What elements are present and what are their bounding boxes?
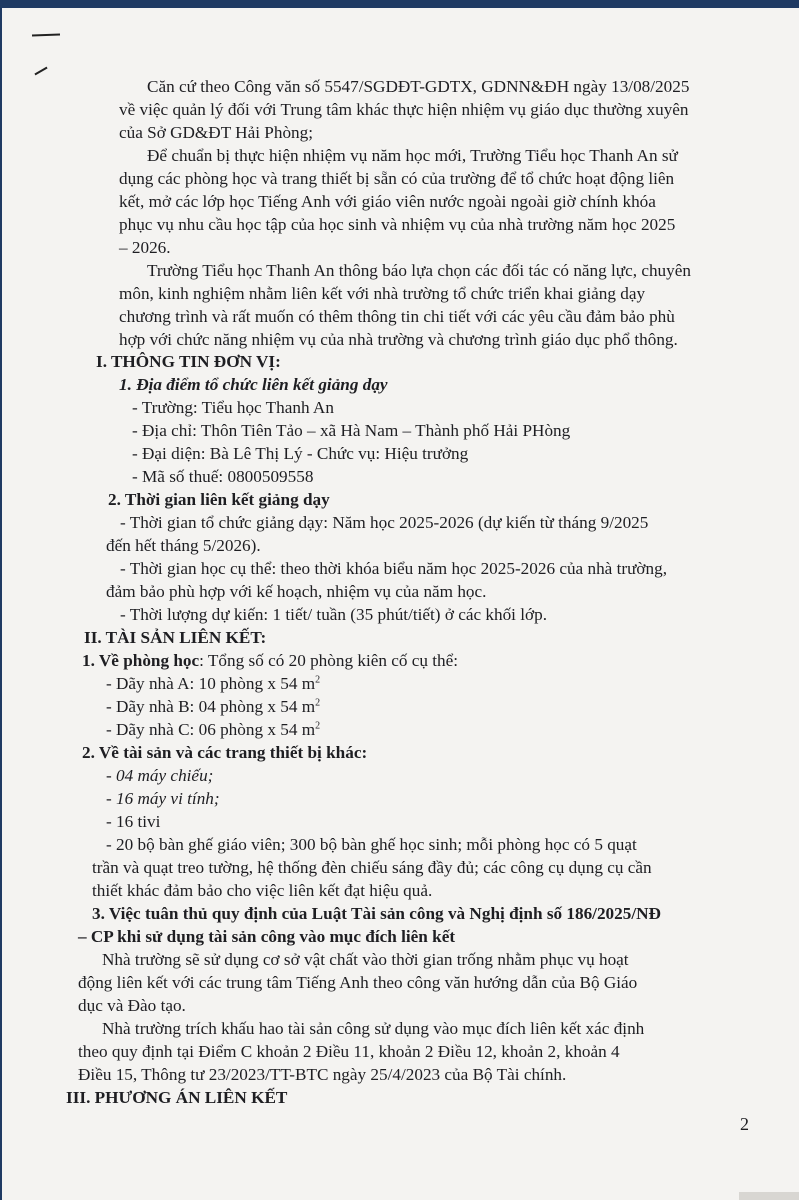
text-line: dục và Đào tạo. — [78, 996, 186, 1015]
text-line: dụng các phòng học và trang thiết bị sẵn có của trường để tổ chức hoạt động liên — [119, 169, 675, 188]
text-line: về việc quản lý đối với Trung tâm khác thực hiện nhiệm vụ giáo dục thường xuyên — [119, 100, 689, 119]
text-line: hợp với chức năng nhiệm vụ của nhà trường và chương trình giáo dục phổ thông. — [119, 330, 678, 349]
text-line: - Đại diện: Bà Lê Thị Lý - Chức vụ: Hiệu trưởng — [132, 444, 469, 463]
text-line: - Dãy nhà B: 04 phòng x 54 $m^2$ — [106, 697, 321, 716]
subsection-heading: 1. Địa điểm tổ chức liên kết giảng dạy — [119, 375, 388, 394]
subsection-heading: 2. Thời gian liên kết giảng dạy — [108, 490, 330, 509]
text-line: đến hết tháng 5/2026). — [106, 536, 261, 555]
text-line: trần và quạt treo tường, hệ thống đèn chiếu sáng đầy đủ; các công cụ dụng cụ cần — [92, 858, 652, 877]
text-line: Để chuẩn bị thực hiện nhiệm vụ năm học mới, Trường Tiểu học Thanh An sử — [147, 146, 678, 165]
text-line: động liên kết với các trung tâm Tiếng Anh theo công văn hướng dẫn của Bộ Giáo — [78, 973, 638, 992]
text-line: đảm bảo phù hợp với kế hoạch, nhiệm vụ của năm học. — [106, 582, 487, 601]
text-line — [82, 650, 458, 672]
text-line: theo quy định tại Điểm C khoản 2 Điều 11, khoản 2 Điều 12, khoản 2, khoản 4 — [78, 1042, 620, 1061]
section-heading: I. THÔNG TIN ĐƠN VỊ: — [96, 352, 281, 371]
pen-mark — [34, 67, 47, 76]
text-line: Nhà trường trích khấu hao tài sản công sử dụng vào mục đích liên kết xác định — [102, 1019, 645, 1038]
text-line: môn, kinh nghiệm nhằm liên kết với nhà trường tổ chức triển khai giảng dạy — [119, 284, 646, 303]
text-line: - Thời lượng dự kiến: 1 tiết/ tuần (35 phút/tiết) ở các khối lớp. — [120, 605, 547, 624]
text-line: - 04 máy chiếu; — [106, 766, 214, 785]
text-line: - Thời gian học cụ thể: theo thời khóa biểu năm học 2025-2026 của nhà trường, — [120, 559, 667, 578]
text-line: phục vụ nhu cầu học tập của học sinh và nhiệm vụ của nhà trường năm học 2025 — [119, 215, 676, 234]
paper-corner — [739, 1192, 799, 1200]
text-line: – 2026. — [119, 238, 171, 257]
text-line: - Dãy nhà A: 10 phòng x 54 $m^2$ — [106, 674, 321, 693]
text-line: - Trường: Tiểu học Thanh An — [132, 398, 334, 417]
text-line: Điều 15, Thông tư 23/2023/TT-BTC ngày 25/4/2023 của Bộ Tài chính. — [78, 1065, 567, 1084]
text-line: kết, mở các lớp học Tiếng Anh với giáo viên nước ngoài ngoài giờ chính khóa — [119, 192, 656, 211]
text-line: Nhà trường sẽ sử dụng cơ sở vật chất vào thời gian trống nhằm phục vụ hoạt — [102, 950, 629, 969]
subsection-heading: 3. Việc tuân thủ quy định của Luật Tài sản công và Nghị định số 186/2025/NĐ — [92, 904, 661, 923]
text-line: - Địa chỉ: Thôn Tiên Tảo – xã Hà Nam – Thành phố Hải PHòng — [132, 421, 571, 440]
subsection-heading: 2. Về tài sản và các trang thiết bị khác: — [82, 743, 368, 762]
text-line: Căn cứ theo Công văn số 5547/SGDĐT-GDTX, GDNN&ĐH ngày 13/08/2025 — [147, 77, 690, 96]
text-line: của Sở GD&ĐT Hải Phòng; — [119, 123, 314, 142]
text-run: : Tổng số có 20 phòng kiên cố cụ thể: — [199, 651, 459, 670]
text-line: chương trình và rất muốn có thêm thông tin chi tiết với các yêu cầu đảm bảo phù — [119, 307, 675, 326]
text-line: Trường Tiểu học Thanh An thông báo lựa chọn các đối tác có năng lực, chuyên — [147, 261, 691, 280]
page-number: 2 — [740, 1114, 749, 1134]
bold-lead: 1. Về phòng học — [82, 651, 200, 670]
text-line: thiết khác đảm bảo cho việc liên kết đạt hiệu quả. — [92, 881, 433, 900]
section-heading: III. PHƯƠNG ÁN LIÊN KẾT — [66, 1088, 288, 1107]
text-line: - Mã số thuế: 0800509558 — [132, 467, 314, 486]
text-line: - 20 bộ bàn ghế giáo viên; 300 bộ bàn ghế học sinh; mỗi phòng học có 5 quạt — [106, 835, 637, 854]
text-line: - 16 máy vi tính; — [106, 789, 220, 808]
subsection-heading: – CP khi sử dụng tài sản công vào mục đích liên kết — [78, 927, 456, 946]
text-line: - Dãy nhà C: 06 phòng x 54 $m^2$ — [106, 720, 321, 739]
pen-mark — [32, 34, 60, 37]
section-heading: II. TÀI SẢN LIÊN KẾT: — [84, 628, 267, 647]
text-line: - Thời gian tổ chức giảng dạy: Năm học 2025-2026 (dự kiến từ tháng 9/2025 — [120, 513, 649, 532]
text-line: - 16 tivi — [106, 812, 161, 831]
